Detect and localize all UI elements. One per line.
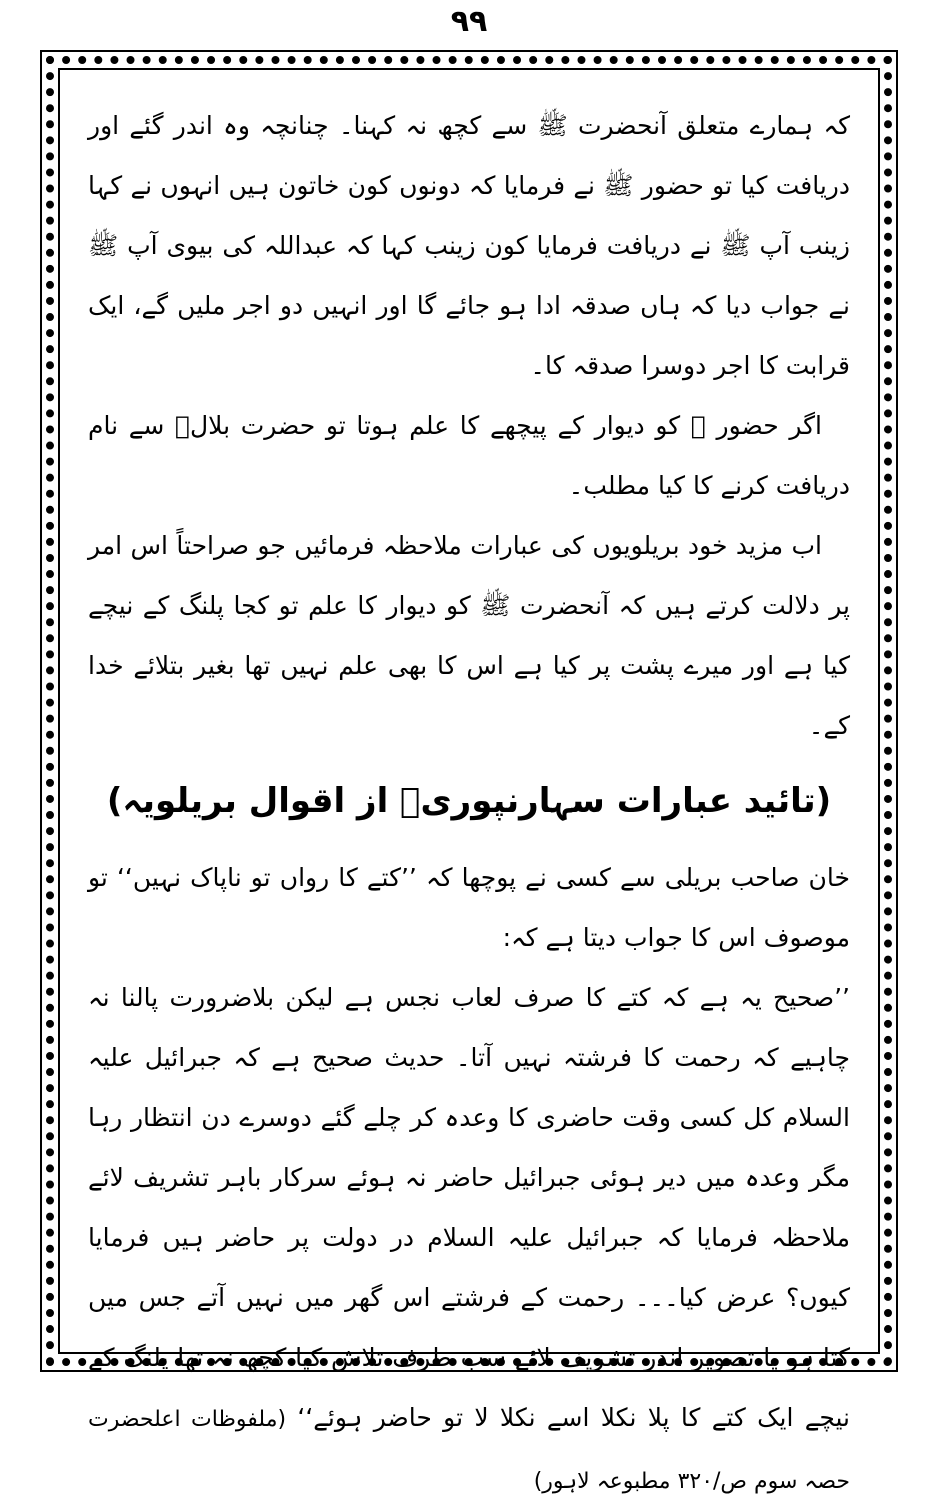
citation: (ملفوظات اعلحضرت حصہ سوم ص/۳۲۰ مطبوعہ لاہور) (88, 1407, 850, 1494)
section-heading: (تائید عبارات سہارنپوریؒ از اقوال بریلویہ) (106, 781, 832, 821)
quotation-text: ’’صحیح یہ ہے کہ کتے کا صرف لعاب نجس ہے لیکن بلاضرورت پالنا نہ چاہیے کہ رحمت کا فرشتہ نہیں آتا۔ حدیث صحیح ہے کہ جبرائیل علیہ السلام کل کسی وقت حاضری کا وعدہ کر چلے گئے دوسرے دن انتظار رہا مگر وعدہ میں دیر ہوئی جبرائیل حاضر نہ ہوئے سرکار باہر تشریف لائے ملاحظہ فرمایا کہ جبرائیل علیہ السلام در دولت پر حاضر ہیں فرمایا کیوں؟ عرض کیا۔۔۔ رحمت کے فرشتے اس گھر میں نہیں آتے جس میں کتا ہو یا تصویر اندر تشریف لائے سب طرف تلاش کیا کچھ نہ تھا پلنگ کے نیچے ایک کتے کا پلا نکلا اسے نکلا لا تو حاضر ہوئے‘‘ (88, 983, 850, 1432)
quotation (88, 968, 850, 1512)
paragraph-1: کہ ہمارے متعلق آنحضرت ﷺ سے کچھ نہ کہنا۔ چنانچہ وہ اندر گئے اور دریافت کیا تو حضور ﷺ نے فرمایا کہ دونوں کون خاتون ہیں انہوں نے کہا زینب آپ ﷺ نے دریافت فرمایا کون زینب کہا کہ عبداللہ کی بیوی آپ ﷺ نے جواب دیا کہ ہاں صدقہ ادا ہو جائے گا اور انہیں دو اجر ملیں گے، ایک قرابت کا اجر دوسرا صدقہ کا۔ (88, 111, 850, 380)
page-content (88, 96, 850, 1512)
page-number: ٩٩ (450, 4, 488, 39)
paragraph-2: اگر حضور ﷺ کو دیوار کے پیچھے کا علم ہوتا تو حضرت بلالؓ سے نام دریافت کرنے کا کیا مطلب۔ (88, 411, 850, 500)
paragraph-3: اب مزید خود بریلویوں کی عبارات ملاحظہ فرمائیں جو صراحتاً اس امر پر دلالت کرتے ہیں کہ آنحضرت ﷺ کو دیوار کا علم تو کجا پلنگ کے نیچے کیا ہے اور میرے پشت پر کیا ہے اس کا بھی علم نہیں تھا بغیر بتلائے خدا کے۔ (88, 531, 850, 740)
section-paragraph: خان صاحب بریلی سے کسی نے پوچھا کہ ’’کتے کا رواں تو ناپاک نہیں‘‘ تو موصوف اس کا جواب دیتا ہے کہ: (88, 863, 850, 952)
